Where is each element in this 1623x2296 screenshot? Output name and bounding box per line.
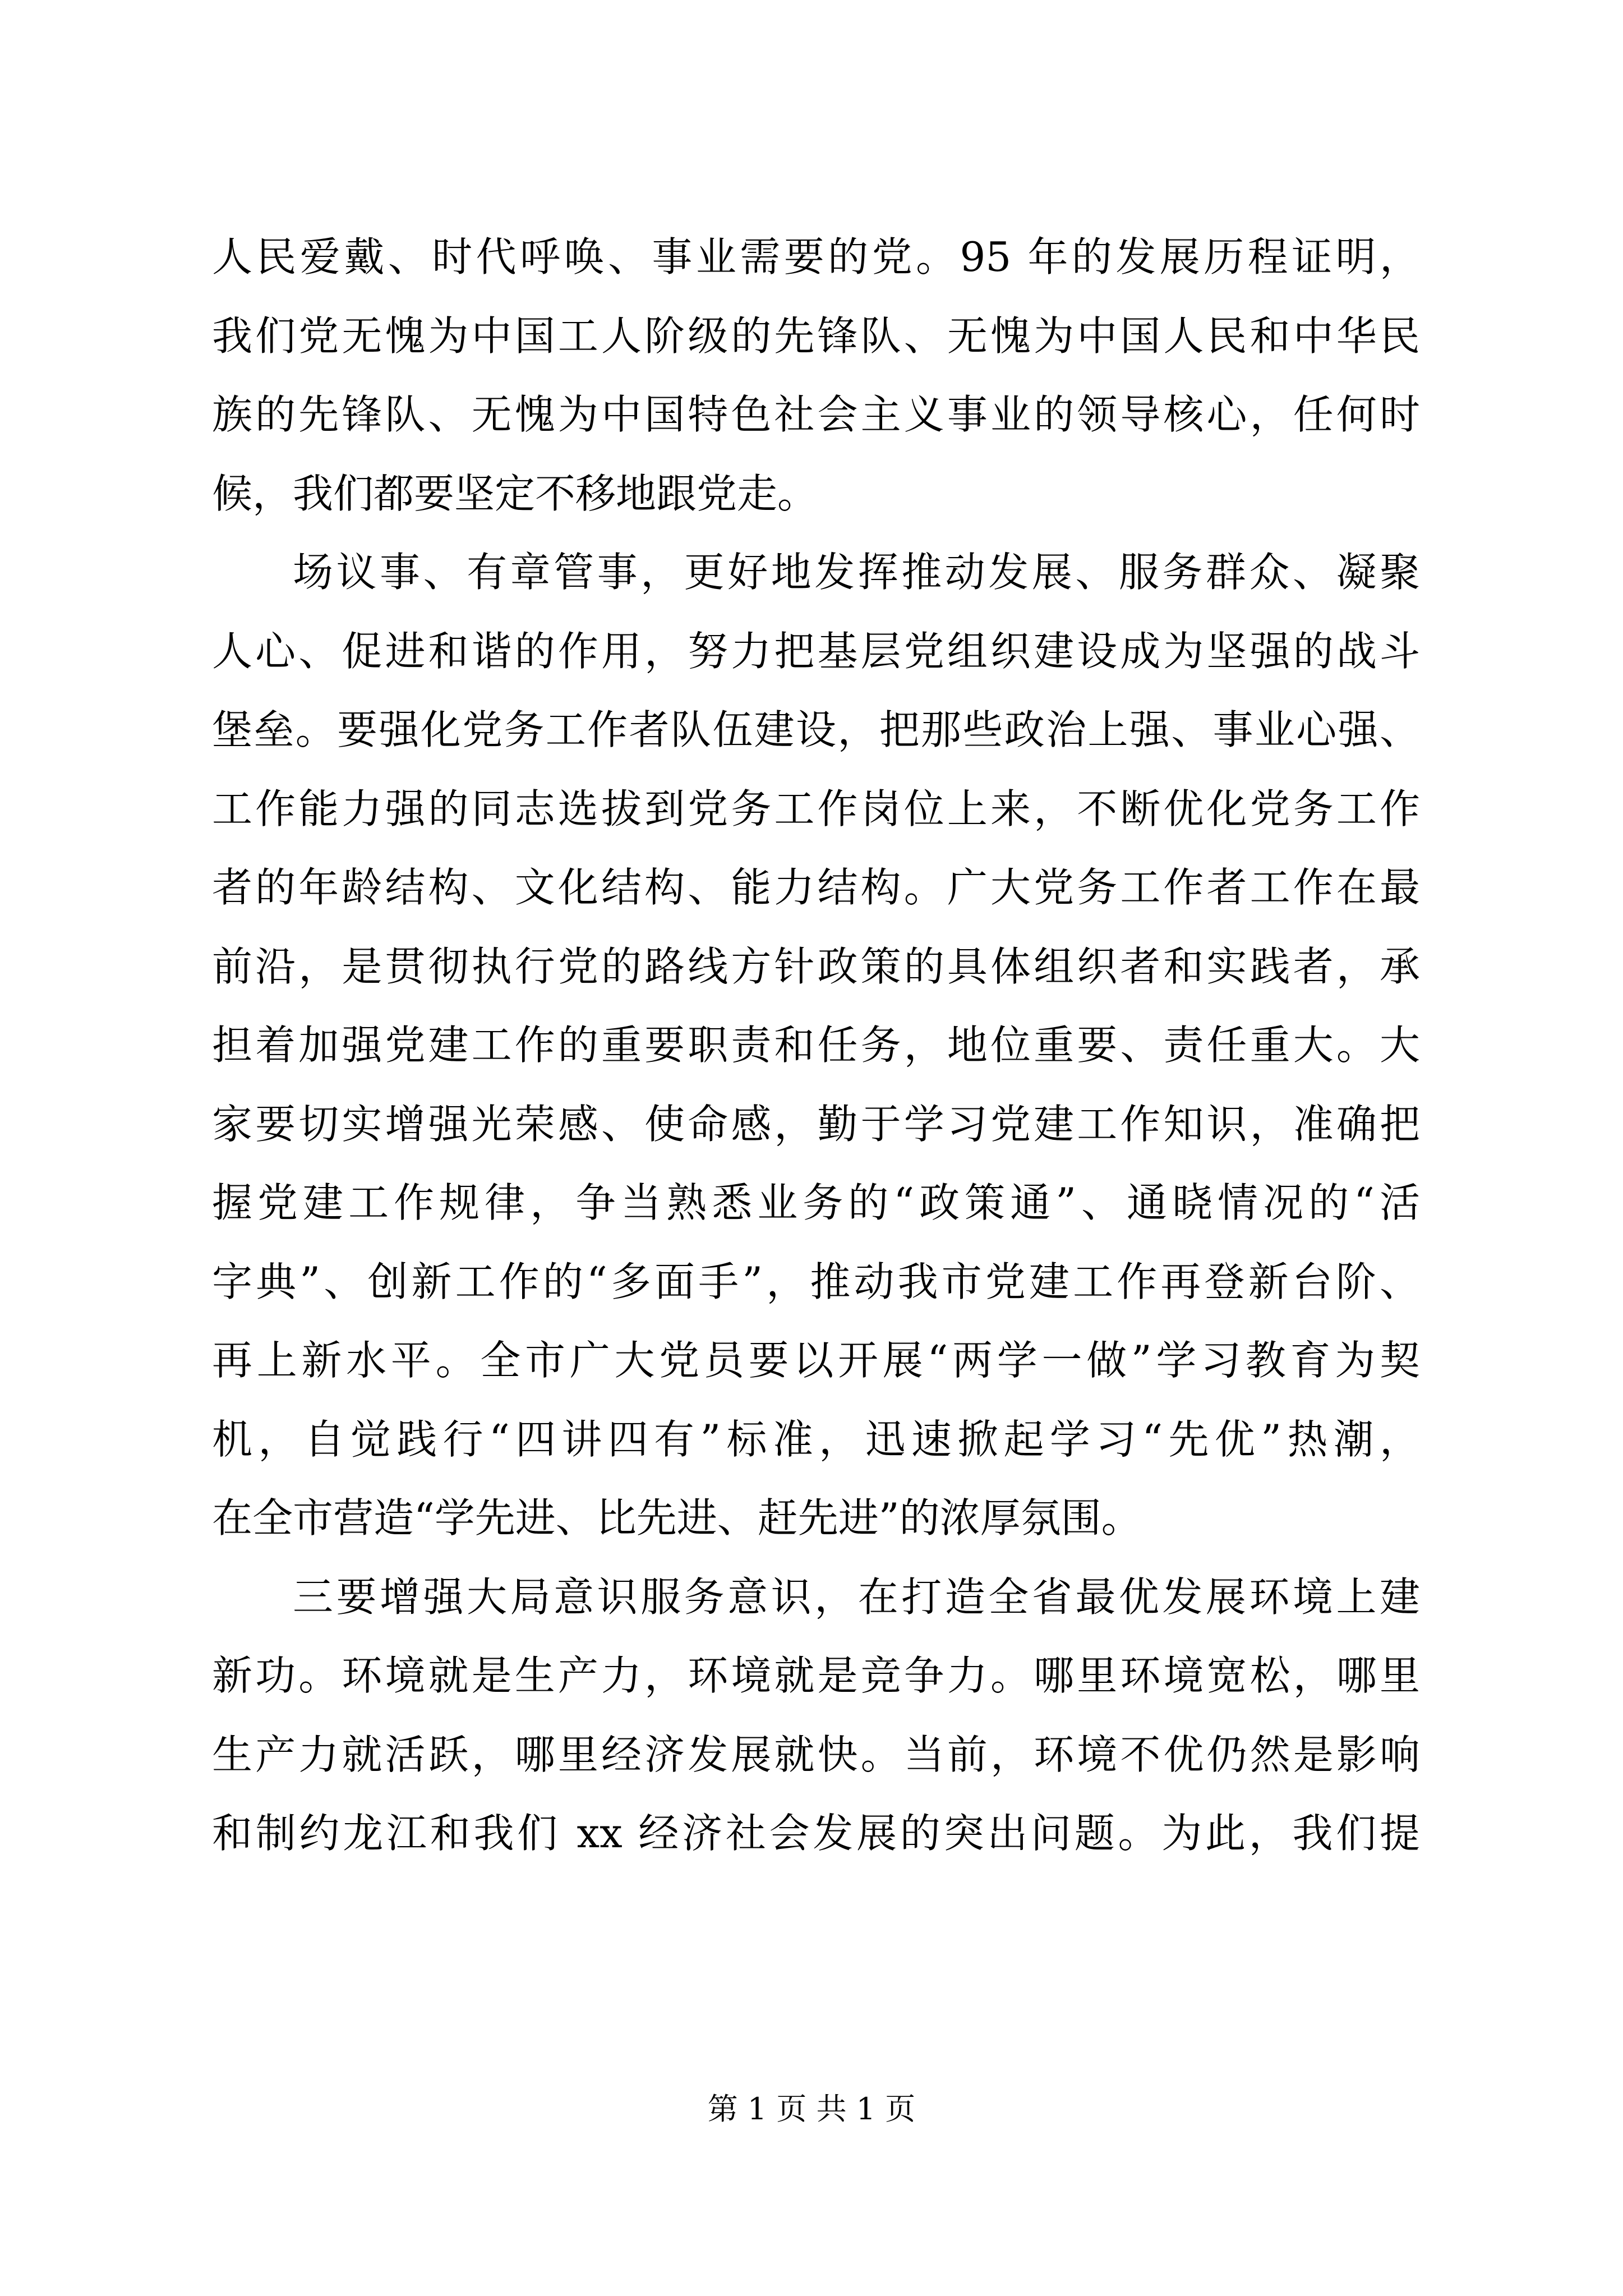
text-line: 握党建工作规律，争当熟悉业务的“政策通”、通晓情况的“活: [212, 1179, 1420, 1226]
text-line: 字典”、创新工作的“多面手”，推动我市党建工作再登新台阶、: [212, 1258, 1420, 1305]
text-line: 家要切实增强光荣感、使命感，勤于学习党建工作知识，准确把: [212, 1100, 1420, 1148]
paragraph-3: [212, 1558, 1420, 1873]
document-body: [212, 218, 1420, 1873]
text-line: 人心、促进和谐的作用，努力把基层党组织建设成为坚强的战斗: [212, 627, 1420, 675]
text-line: 场议事、有章管事，更好地发挥推动发展、服务群众、凝聚: [293, 549, 1420, 596]
text-line: 者的年龄结构、文化结构、能力结构。广大党务工作者工作在最: [212, 864, 1420, 911]
paragraph-1: [212, 218, 1420, 533]
paragraph-2: [212, 533, 1420, 1558]
text-line: 我们党无愧为中国工人阶级的先锋队、无愧为中国人民和中华民: [212, 312, 1420, 360]
text-line: 生产力就活跃，哪里经济发展就快。当前，环境不优仍然是影响: [212, 1731, 1420, 1778]
text-line: 在全市营造“学先进、比先进、赶先进”的浓厚氛围。: [212, 1494, 1142, 1542]
text-line: 工作能力强的同志选拔到党务工作岗位上来，不断优化党务工作: [212, 785, 1420, 832]
text-line: 机，自觉践行“四讲四有”标准，迅速掀起学习“先优”热潮，: [212, 1415, 1420, 1463]
text-line: 和制约龙江和我们 xx 经济社会发展的突出问题。为此，我们提: [212, 1810, 1420, 1857]
text-line: 族的先锋队、无愧为中国特色社会主义事业的领导核心，任何时: [212, 391, 1420, 438]
page-number-footer: 第 1 页 共 1 页: [707, 2091, 916, 2127]
text-line: 新功。环境就是生产力，环境就是竞争力。哪里环境宽松，哪里: [212, 1652, 1420, 1699]
text-line: 前沿，是贯彻执行党的路线方针政策的具体组织者和实践者，承: [212, 942, 1420, 990]
text-line: 担着加强党建工作的重要职责和任务，地位重要、责任重大。大: [212, 1022, 1420, 1069]
text-line: 人民爱戴、时代呼唤、事业需要的党。95 年的发展历程证明，: [212, 233, 1420, 280]
text-line: 三要增强大局意识服务意识，在打造全省最优发展环境上建: [293, 1573, 1420, 1621]
text-line: 候，我们都要坚定不移地跟党走。: [212, 470, 818, 517]
text-line: 堡垒。要强化党务工作者队伍建设，把那些政治上强、事业心强、: [212, 706, 1420, 753]
text-line: 再上新水平。全市广大党员要以开展“两学一做”学习教育为契: [212, 1337, 1420, 1384]
